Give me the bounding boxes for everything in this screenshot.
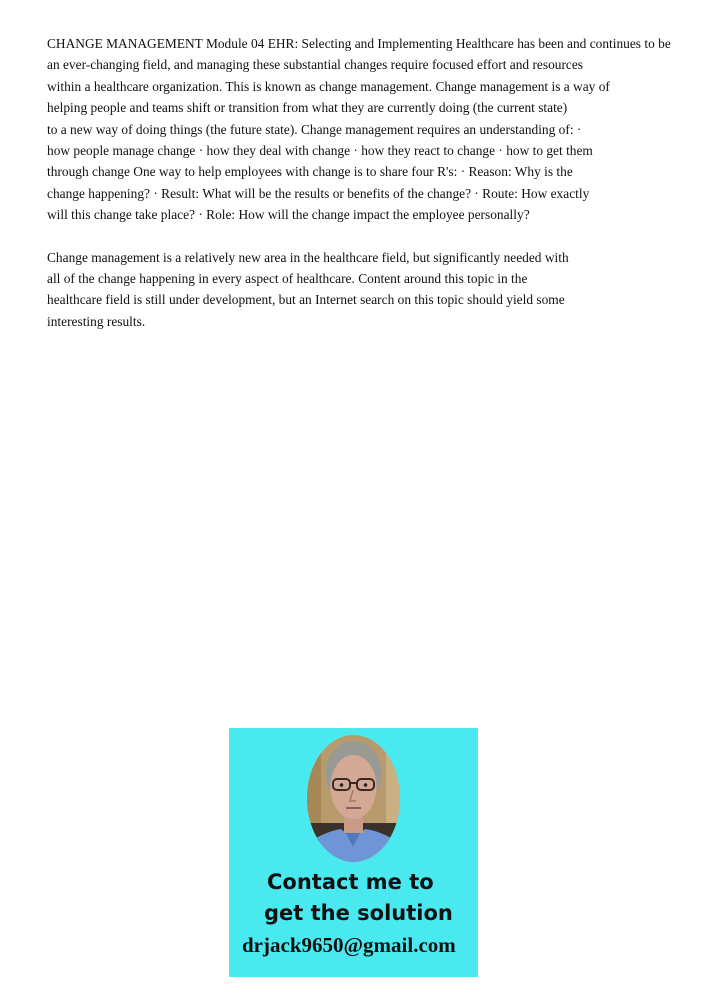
text-line: will this change take place? · Role: How will the change impact the employee personally? (47, 207, 530, 223)
text-line: healthcare field is still under development, but an Internet search on this topic should yield some (47, 292, 565, 308)
text-line: how people manage change · how they deal with change · how they react to change · how to get them (47, 143, 593, 159)
cta-line-1: Contact me to (267, 870, 434, 894)
paragraph-1 (47, 33, 708, 226)
text-line: Change management is a relatively new area in the healthcare field, but significantly needed with (47, 249, 569, 265)
text-line: CHANGE MANAGEMENT Module 04 EHR: Selecting and Implementing Healthcare has been and continues to be (47, 36, 671, 51)
text-line: an ever-changing field, and managing these substantial changes require focused effort and resources (47, 57, 584, 73)
text-line: interesting results. (47, 313, 146, 329)
text-line: all of the change happening in every aspect of healthcare. Content around this topic in the (47, 271, 528, 287)
text-line: change happening? · Result: What will be the results or benefits of the change? · Route: How exactly (47, 185, 590, 201)
document-body (47, 33, 708, 332)
cta-line-2: get the solution (264, 901, 453, 925)
portrait-photo-icon (307, 735, 400, 862)
paragraph-2 (47, 247, 708, 333)
text-line: to a new way of doing things (the future state). Change management requires an understanding of: · (47, 121, 582, 137)
text-line: through change One way to help employees with change is to share four R's: · Reason: Why is the (47, 164, 573, 180)
contact-banner[interactable] (229, 728, 478, 977)
text-line: within a healthcare organization. This is known as change management. Change management is a way of (47, 78, 610, 94)
text-line: helping people and teams shift or transition from what they are currently doing (the current state) (47, 100, 568, 116)
contact-email[interactable]: drjack9650@gmail.com (242, 933, 456, 957)
